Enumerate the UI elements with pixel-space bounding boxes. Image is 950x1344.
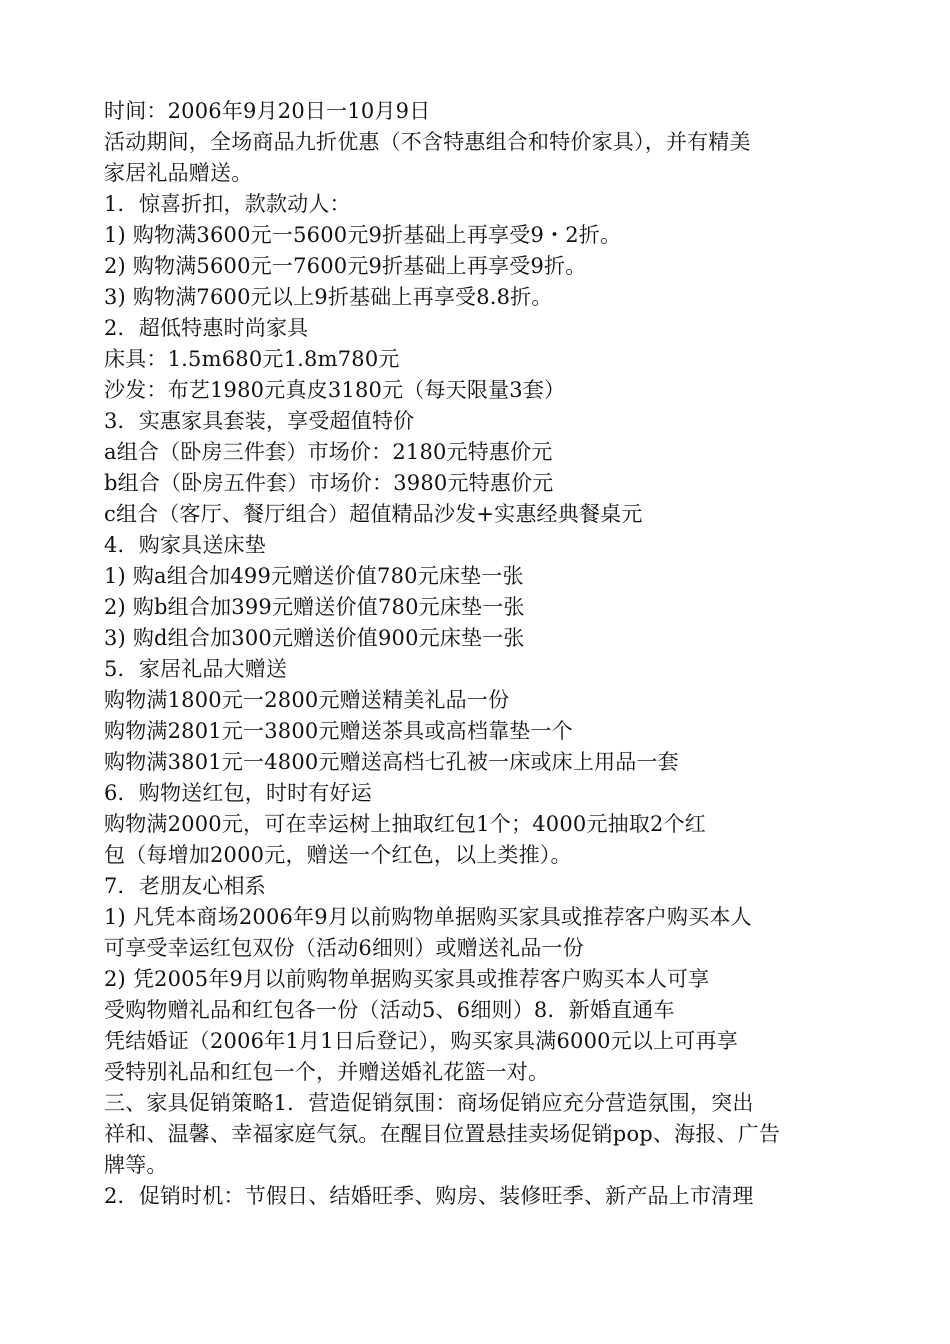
text-line: 2) 购b组合加399元赠送价值780元床垫一张: [104, 595, 525, 619]
text-line: 活动期间，全场商品九折优惠（不含特惠组合和特价家具），并有精美: [104, 130, 751, 154]
text-line: 1) 购物满3600元一5600元9折基础上再享受9・2折。: [104, 223, 622, 247]
text-line: 4．购家具送床垫: [104, 533, 266, 557]
text-line: 三、家具促销策略1．营造促销氛围：商场促销应充分营造氛围，突出: [104, 1091, 754, 1115]
text-line: 2．超低特惠时尚家具: [104, 316, 309, 340]
text-line: 6．购物送红包，时时有好运: [104, 781, 372, 805]
text-line: 购物满2801元一3800元赠送茶具或高档靠垫一个: [104, 719, 573, 743]
text-line: 可享受幸运红包双份（活动6细则）或赠送礼品一份: [104, 936, 584, 960]
text-line: 包（每增加2000元，赠送一个红色，以上类推）。: [104, 843, 572, 867]
text-line: c组合（客厅、餐厅组合）超值精品沙发+实惠经典餐桌元: [104, 502, 643, 526]
text-line: 床具：1.5m680元1.8m780元: [104, 347, 400, 371]
text-line: 凭结婚证（2006年1月1日后登记），购买家具满6000元以上可再享: [104, 1029, 738, 1053]
text-line: 3) 购d组合加300元赠送价值900元床垫一张: [104, 626, 525, 650]
text-line: 3) 购物满7600元以上9折基础上再享受8.8折。: [104, 285, 553, 309]
text-line: 受购物赠礼品和红包各一份（活动5、6细则）8．新婚直通车: [104, 998, 675, 1022]
text-line: 时间：2006年9月20日一10月9日: [104, 99, 431, 123]
text-line: 购物满3801元一4800元赠送高档七孔被一床或床上用品一套: [104, 750, 679, 774]
text-line: 1) 购a组合加499元赠送价值780元床垫一张: [104, 564, 524, 588]
text-line: 受特别礼品和红包一个，并赠送婚礼花篮一对。: [104, 1060, 550, 1084]
text-line: b组合（卧房五件套）市场价：3980元特惠价元: [104, 471, 554, 495]
text-line: 3．实惠家具套装，享受超值特价: [104, 409, 415, 433]
text-line: 2．促销时机：节假日、结婚旺季、购房、装修旺季、新产品上市清理: [104, 1184, 754, 1208]
text-line: 2) 购物满5600元一7600元9折基础上再享受9折。: [104, 254, 587, 278]
text-line: 沙发：布艺1980元真皮3180元（每天限量3套）: [104, 378, 566, 402]
text-line: 7．老朋友心相系: [104, 874, 266, 898]
text-line: 牌等。: [104, 1153, 168, 1177]
text-line: 2) 凭2005年9月以前购物单据购买家具或推荐客户购买本人可享: [104, 967, 710, 991]
text-line: 1) 凡凭本商场2006年9月以前购物单据购买家具或推荐客户购买本人: [104, 905, 752, 929]
text-line: 1．惊喜折扣，款款动人：: [104, 192, 351, 216]
text-line: a组合（卧房三件套）市场价：2180元特惠价元: [104, 440, 553, 464]
text-line: 购物满2000元，可在幸运树上抽取红包1个；4000元抽取2个红: [104, 812, 707, 836]
text-line: 祥和、温馨、幸福家庭气氛。在醒目位置悬挂卖场促销pop、海报、广告: [104, 1122, 781, 1146]
text-line: 购物满1800元一2800元赠送精美礼品一份: [104, 688, 510, 712]
text-line: 家居礼品赠送。: [104, 161, 253, 185]
text-line: 5．家居礼品大赠送: [104, 657, 288, 681]
